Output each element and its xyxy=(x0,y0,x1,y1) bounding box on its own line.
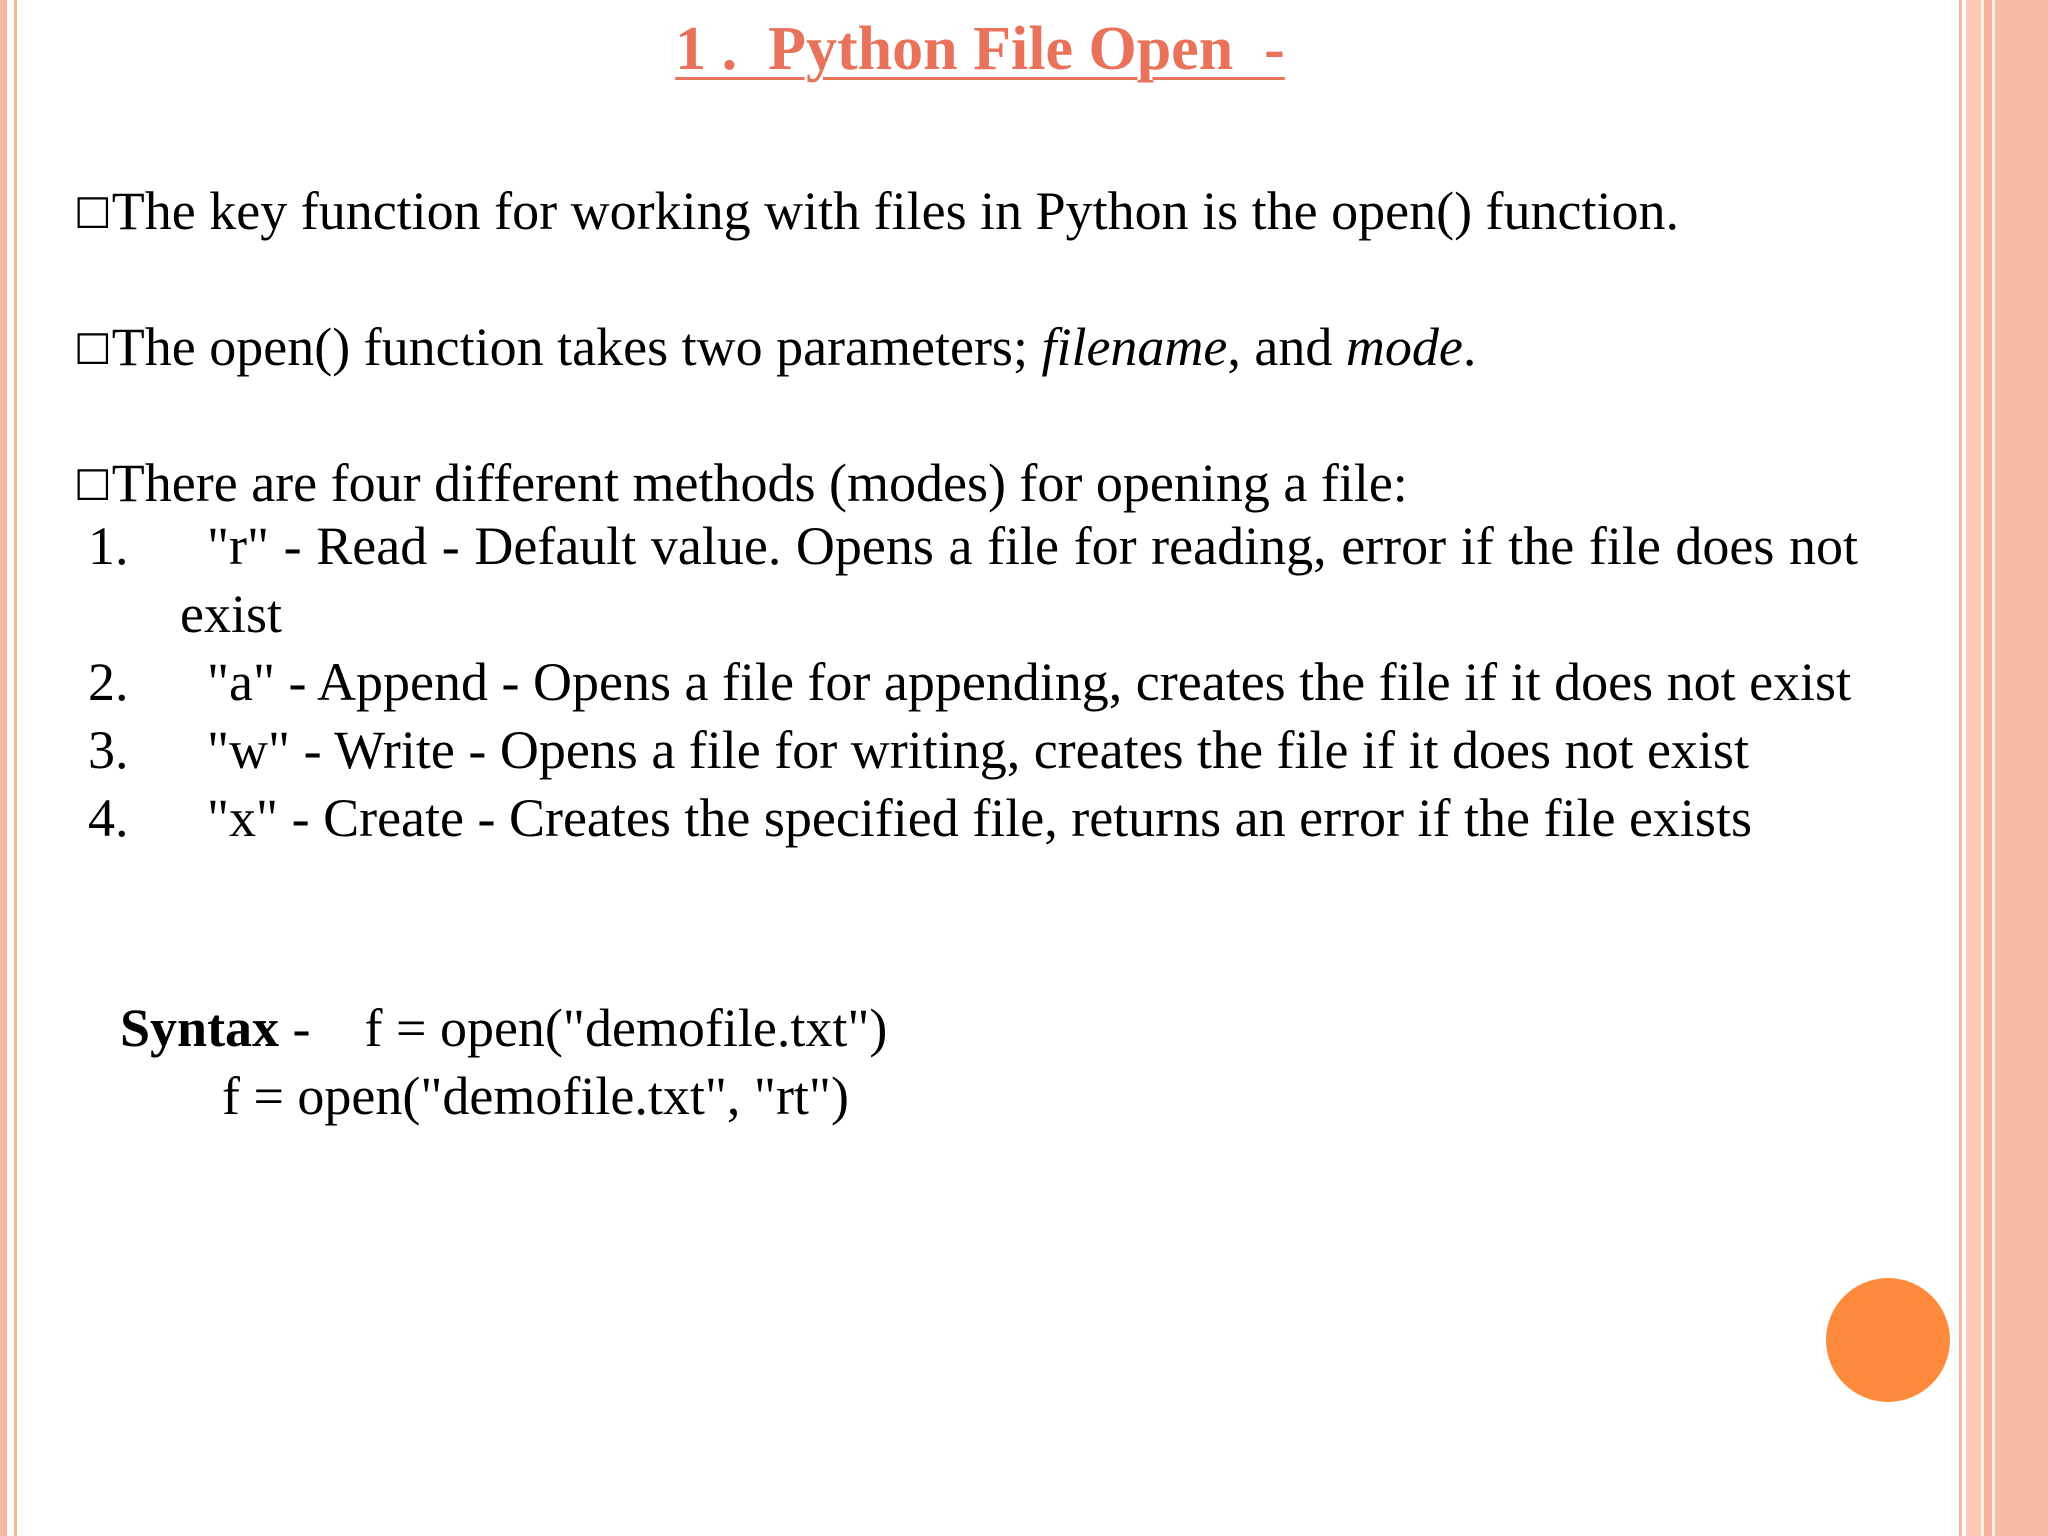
param-mode: mode xyxy=(1345,317,1463,377)
list-item-text: "r" - Read - Default value. Opens a file for reading, error if the file does not exist xyxy=(180,516,1858,644)
bullet-3 xyxy=(74,448,1408,517)
left-border-line xyxy=(14,0,17,1536)
list-item-number: 4. xyxy=(88,788,129,848)
bullet-box-icon: □ xyxy=(74,323,112,369)
bullet-2-text-after: . xyxy=(1462,317,1477,377)
param-filename: filename xyxy=(1041,317,1228,377)
bullet-1 xyxy=(74,176,1679,245)
bullet-2-text-before: The open() function takes two parameters; xyxy=(111,317,1042,377)
syntax-dash: - xyxy=(279,998,365,1058)
right-border-band xyxy=(1966,0,1981,1536)
list-item xyxy=(88,512,1858,648)
syntax-label: Syntax xyxy=(120,998,280,1058)
decorative-circle xyxy=(1826,1278,1950,1402)
left-border-band xyxy=(0,0,7,1536)
slide-title: 1 . Python File Open - xyxy=(675,15,1285,83)
bullet-box-icon: □ xyxy=(74,459,112,505)
list-item-number: 1. xyxy=(88,516,129,576)
syntax-line-1: f = open("demofile.txt") xyxy=(364,998,888,1058)
right-border-band xyxy=(1995,0,2048,1536)
list-item xyxy=(88,784,1858,852)
right-border-band xyxy=(1984,0,1992,1536)
list-item-number: 2. xyxy=(88,652,129,712)
modes-list xyxy=(88,512,1858,852)
right-border-line xyxy=(1959,0,1962,1536)
list-item-text: "a" - Append - Opens a file for appending, creates the file if it does not exist xyxy=(207,652,1852,712)
bullet-3-text: There are four different methods (modes) for opening a file: xyxy=(111,453,1408,513)
bullet-2 xyxy=(74,312,1476,381)
list-item-text: "x" - Create - Creates the specified file, returns an error if the file exists xyxy=(207,788,1752,848)
list-item-text: "w" - Write - Opens a file for writing, creates the file if it does not exist xyxy=(207,720,1749,780)
list-item xyxy=(88,648,1858,716)
list-item-number: 3. xyxy=(88,720,129,780)
bullet-2-text-between: , and xyxy=(1227,317,1346,377)
syntax-line-2: f = open("demofile.txt", "rt") xyxy=(222,1066,849,1126)
bullet-1-text: The key function for working with files in Python is the open() function. xyxy=(111,181,1680,241)
syntax-block xyxy=(120,994,887,1130)
list-item xyxy=(88,716,1858,784)
bullet-box-icon: □ xyxy=(74,187,112,233)
